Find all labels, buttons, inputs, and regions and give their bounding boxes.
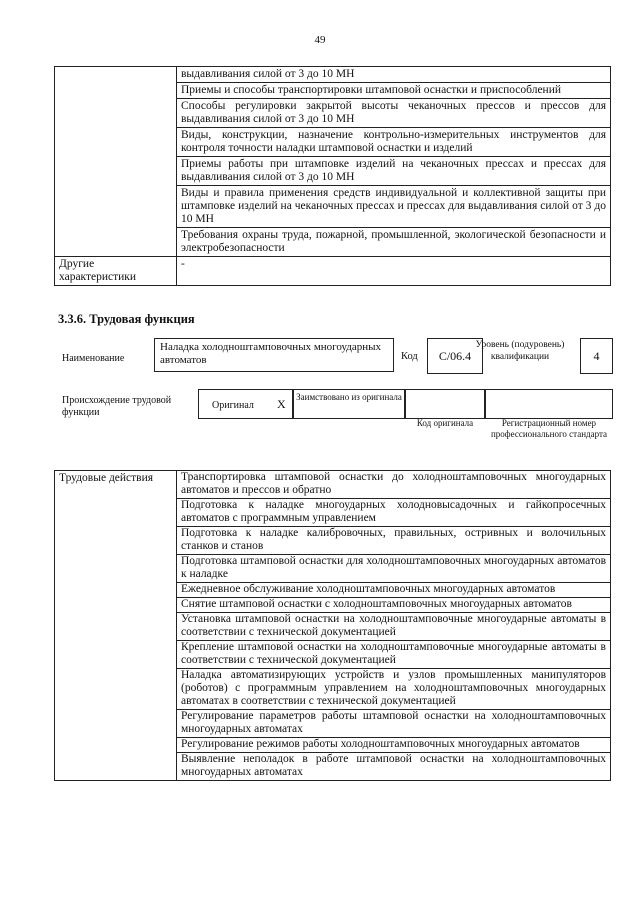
reg-number-caption: Регистрационный номер профессионального стандарта xyxy=(490,418,608,439)
knowledge-item: Способы регулировки закрытой высоты чеканочных прессов и прессов для выдавливания силой от 3 до 10 МН xyxy=(177,99,611,128)
level-label: Уровень (подуровень) квалификации xyxy=(475,340,565,362)
knowledge-item: Виды, конструкции, назначение контрольно-измерительных инструментов для контроля точности наладки штамповой оснастки и изделий xyxy=(177,128,611,157)
origin-label: Происхождение трудовой функции xyxy=(62,395,172,418)
other-characteristics-value: - xyxy=(177,257,611,286)
code-value: C/06.4 xyxy=(438,349,472,363)
original-label: Оригинал xyxy=(212,400,254,411)
name-label: Наименование xyxy=(62,353,125,364)
labor-action-item: Регулирование режимов работы холодноштамповочных многоударных автоматов xyxy=(177,738,611,753)
knowledge-item: Приемы и способы транспортировки штамповой оснастки и приспособлений xyxy=(177,83,611,99)
labor-action-item: Подготовка к наладке многоударных холодновысадочных и гайкопросечных автоматов с программным управлением xyxy=(177,499,611,527)
labor-action-item: Установка штамповой оснастки на холодноштамповочные многоударные автоматы в соответствии с технической документацией xyxy=(177,613,611,641)
knowledge-item: Виды и правила применения средств индивидуальной и коллективной защиты при штамповке изделий на чеканочных прессах и прессах для выдавливания силой от 3 до 10 МН xyxy=(177,186,611,228)
labor-action-item: Регулирование параметров работы штамповой оснастки на холодноштамповочных многоударных автоматах xyxy=(177,710,611,738)
labor-action-item: Ежедневное обслуживание холодноштамповочных многоударных автоматов xyxy=(177,583,611,598)
knowledge-continuation-table xyxy=(54,66,611,286)
other-characteristics-label: Другие характеристики xyxy=(55,257,177,286)
labor-action-item: Транспортировка штамповой оснастки до холодноштамповочных многоударных автоматов и прессов и обратно xyxy=(177,471,611,499)
table-row xyxy=(55,257,611,286)
labor-action-item: Снятие штамповой оснастки с холодноштамповочных многоударных автоматов xyxy=(177,598,611,613)
code-original-box xyxy=(405,389,485,419)
labor-actions-table xyxy=(54,470,611,781)
labor-actions-label: Трудовые действия xyxy=(55,471,177,781)
borrowed-label: Заимствовано из оригинала xyxy=(296,392,402,402)
original-mark: X xyxy=(277,397,286,411)
labor-action-item: Наладка автоматизирующих устройств и узлов промышленных манипуляторов (роботов) с программным управлением на холодноштамповочных многоударных автоматах в соответствии с технической документацией xyxy=(177,669,611,710)
table-row xyxy=(55,67,611,83)
code-original-caption: Код оригинала xyxy=(416,418,474,428)
labor-action-item: Подготовка штамповой оснастки для холодноштамповочных многоударных автоматов к наладке xyxy=(177,555,611,583)
empty-label-cell xyxy=(55,67,177,257)
reg-number-box xyxy=(485,389,613,419)
level-value: 4 xyxy=(593,349,600,363)
function-name-box xyxy=(154,338,394,372)
knowledge-item: выдавливания силой от 3 до 10 МН xyxy=(177,67,611,83)
function-name-value: Наладка холодноштамповочных многоударных автоматов xyxy=(160,341,382,366)
labor-action-item: Подготовка к наладке калибровочных, правильных, остривных и волочильных станков и станов xyxy=(177,527,611,555)
labor-action-item: Крепление штамповой оснастки на холодноштамповочные многоударные автоматы в соответствии с технической документацией xyxy=(177,641,611,669)
code-label: Код xyxy=(401,351,418,362)
page-number: 49 xyxy=(314,34,326,46)
knowledge-item: Приемы работы при штамповке изделий на чеканочных прессах и прессах для выдавливания силой от 3 до 10 МН xyxy=(177,157,611,186)
table-row xyxy=(55,471,611,499)
level-box xyxy=(580,338,613,374)
labor-action-item: Выявление неполадок в работе штамповой оснастки на холодноштамповочных многоударных автоматах xyxy=(177,753,611,781)
section-title: 3.3.6. Трудовая функция xyxy=(58,312,195,326)
knowledge-item: Требования охраны труда, пожарной, промышленной, экологической безопасности и электробезопасности xyxy=(177,228,611,257)
